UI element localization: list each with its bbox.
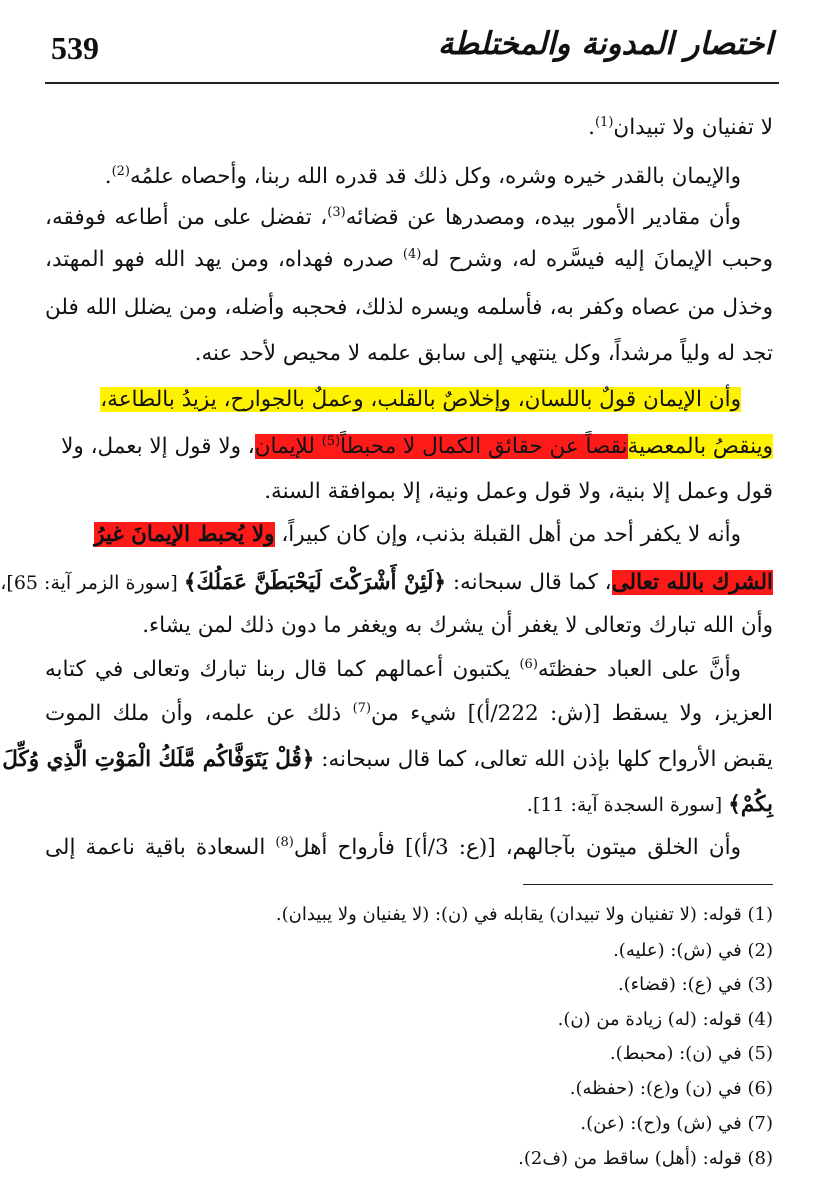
header-rule [45,82,779,84]
footnote-ref-2: (2) [111,163,130,179]
footnote-6: (6) في (ن) و(ع): (حفظه). [569,1078,773,1099]
footnote-2: (2) في (ش): (عليه). [613,940,773,961]
text-line-17 [45,828,741,868]
highlight-red: الشرك بالله تعالى [611,570,773,595]
footnote-ref-4: (4) [402,246,422,262]
highlight-red [255,434,628,459]
text-line-7 [45,380,741,420]
text-line-10 [45,515,741,555]
footnote-3: (3) في (ع): (قضاء). [617,974,773,995]
text-span: ، ولا قول إلا بعمل، ولا [61,434,255,459]
highlight-yellow: وأن الإيمان قولٌ باللسان، وإخلاصٌ بالقلب، وعملٌ بالجوارح، يزيدُ بالطاعة، [100,387,741,412]
text-span: وأن الخلق ميتون بآجالهم، [(ع: 3/أ)] فأرواح أهل [293,835,741,860]
text-line-12: وأن الله تبارك وتعالى لا يغفر أن يشرك به ويغفر ما دون ذلك لمن يشاء. [142,613,773,638]
text-span: وأنَّ على العباد حفظتَه [537,657,741,682]
text-span: وحبب الإيمانَ إليه فيسَّره له، وشرح له [421,247,773,272]
text-line-16 [45,785,773,825]
text-line-15 [2,740,773,780]
text-line-6: تجد له ولياً مرشداً، وكل ينتهي إلى سابق علمه لا محيص لأحد عنه. [194,341,773,366]
footnote-8: (8) قوله: (أهل) ساقط من (ف2). [518,1148,773,1169]
quran-verse: ﴿لَئِنْ أَشْرَكْتَ لَيَحْبَطَنَّ عَمَلُكَ﴾ [183,570,446,595]
text-span: ، كما قال سبحانه: [445,570,612,595]
footnote-ref-1: (1) [594,114,614,130]
text-line-13 [45,650,741,690]
footnote-ref-3: (3) [327,204,346,220]
text-span: يكتبون أعمالهم كما قال ربنا تبارك وتعالى في كتابه [45,657,520,682]
text-line-11 [0,563,773,603]
verse-reference: [سورة الزمر آية: 65]، [0,572,184,594]
text-span: صدره فهداه، ومن يهد الله فهو المهتد، [45,247,403,272]
text-line-4 [45,240,773,280]
footnote-4: (4) قوله: (له) زيادة من (ن). [557,1009,773,1030]
footnote-ref-7: (7) [352,700,372,716]
footnote-ref-8: (8) [275,834,294,850]
footnote-5: (5) في (ن): (محبط). [609,1043,773,1064]
text-span: يقبض الأرواح كلها بإذن الله تعالى، كما قال سبحانه: [314,747,773,772]
text-span: لا تفنيان ولا تبيدان [613,115,773,140]
footnote-7: (7) في (ش) و(ح): (عن). [580,1113,773,1134]
verse-reference: [سورة السجدة آية: 11]. [526,794,729,816]
footnote-ref-6: (6) [519,656,538,672]
quran-verse: ﴿قُلْ يَتَوَفَّاكُم مَّلَكُ الْمَوْتِ الَّذِي وُكِّلَ [2,747,315,772]
text-span: وأن مقادير الأمور بيده، ومصدرها عن قضائه [345,205,741,230]
text-line-3 [45,198,741,238]
text-span: والإيمان بالقدر خيره وشره، وكل ذلك قد قدره الله ربنا، وأحصاه علمُه [130,164,741,189]
text-span: نقصاً عن حقائق الكمال لا محبطاً [340,434,628,459]
text-span: . [104,164,112,189]
footnote-separator [523,884,773,885]
text-line-1 [45,108,773,148]
text-span: . [588,115,595,140]
text-line-8 [45,427,773,467]
text-span: ذلك عن علمه، وأن ملك الموت [45,701,353,726]
text-line-9: قول وعمل إلا بنية، ولا قول وعمل ونية، إلا بموافقة السنة. [264,479,773,504]
text-line-14 [45,694,773,734]
text-span: العزيز، ولا يسقط [(ش: 222/أ)] شيء من [371,701,773,726]
page-number: 539 [51,30,99,66]
text-span: ، تفضل على من أطاعه فوفقه، [45,205,328,230]
text-span: السعادة باقية ناعمة إلى [45,835,276,860]
footnote-1: (1) قوله: (لا تفنيان ولا تبيدان) يقابله في (ن): (لا يفنيان ولا يبيدان). [275,904,773,925]
text-span: للإيمان [254,434,322,459]
quran-verse: بِكُمْ﴾ [728,792,773,817]
book-title: اختصار المدونة والمختلطة [437,26,773,62]
text-line-5: وخذل من عصاه وكفر به، فأسلمه ويسره لذلك، فحجبه وأضله، ومن يضلل الله فلن [45,295,773,320]
text-line-2 [45,157,741,197]
text-span: وأنه لا يكفر أحد من أهل القبلة بذنب، وإن كان كبيراً، [274,522,741,547]
highlight-yellow: وينقصُ بالمعصية [627,434,773,459]
highlight-red: ولا يُحبط الإيمانَ غيرُ [94,522,275,547]
footnote-ref-5: (5) [321,433,341,449]
